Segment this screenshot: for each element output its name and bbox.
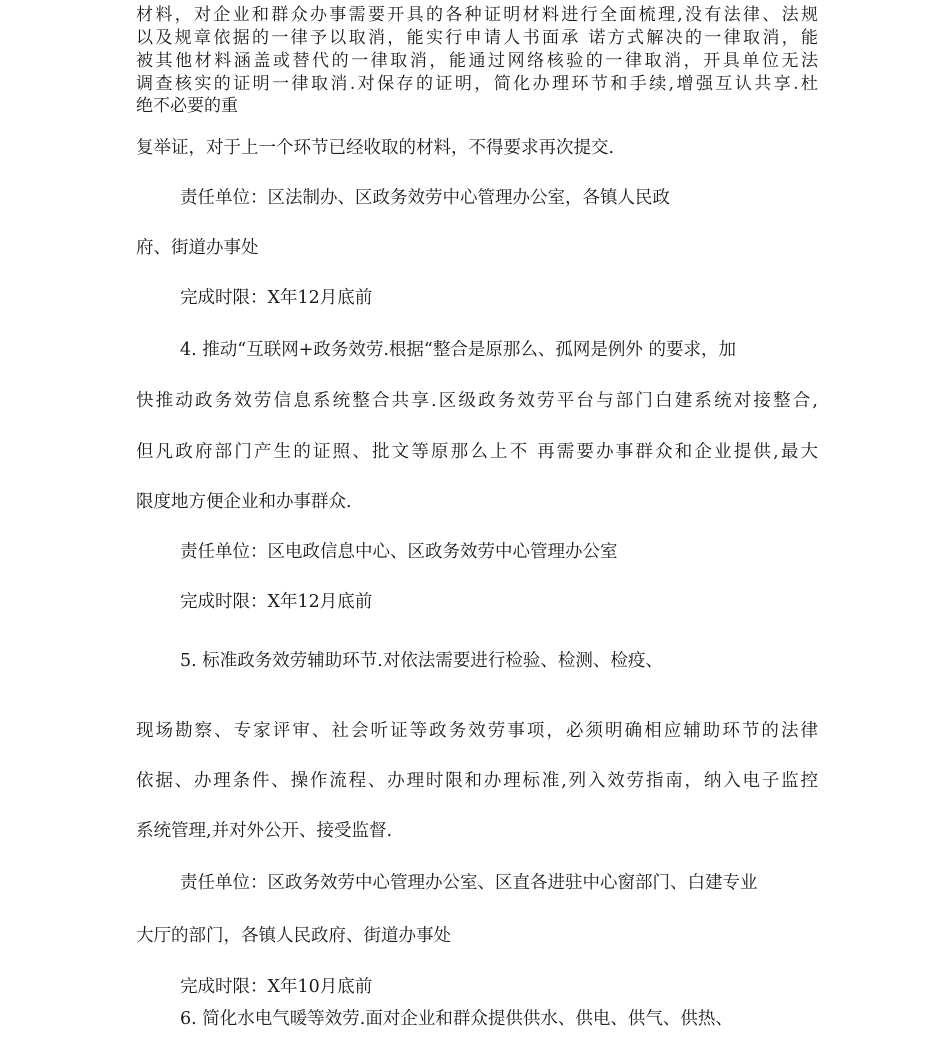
deadline: 完成时限：X年10月底前 (180, 977, 373, 997)
paragraph-line: 府、街道办事处 (136, 238, 259, 258)
responsible-unit: 责任单位：区法制办、区政务效劳中心管理办公室，各镇人民政 (180, 188, 670, 208)
deadline: 完成时限：X年12月底前 (180, 592, 373, 612)
paragraph-line: 材料，对企业和群众办事需要开具的各种证明材料进行全面梳理,没有法律、法规 (136, 5, 818, 25)
section-heading: 5. 标准政务效劳辅助环节.对依法需要进行检验、检测、检疫、 (180, 651, 663, 671)
responsible-unit: 责任单位：区政务效劳中心管理办公室、区直各进驻中心窗部门、白建专业 (180, 873, 758, 893)
deadline: 完成时限：X年12月底前 (180, 288, 373, 308)
paragraph-line: 依据、办理条件、操作流程、办理时限和办理标准,列入效劳指南，纳入电子监控 (136, 771, 818, 791)
paragraph-line: 绝不必要的重 (136, 96, 238, 116)
paragraph-line: 被其他材料涵盖或替代的一律取消，能通过网络核验的一律取消，开具单位无法 (136, 51, 818, 71)
paragraph-line: 以及规章依据的一律予以取消，能实行申请人书面承 诺方式解决的一律取消，能 (136, 28, 818, 48)
paragraph-line: 调查核实的证明一律取消.对保存的证明，简化办理环节和手续,增强互认共享.杜 (136, 74, 818, 94)
section-heading: 6. 简化水电气暖等效劳.面对企业和群众提供供水、供电、供气、供热、 (180, 1009, 733, 1029)
paragraph-line: 复举证，对于上一个环节已经收取的材料，不得要求再次提交. (136, 138, 615, 158)
paragraph-line: 现场勘察、专家评审、社会听证等政务效劳事项，必须明确相应辅助环节的法律 (136, 721, 818, 741)
paragraph-line: 大厅的部门，各镇人民政府、街道办事处 (136, 926, 451, 946)
paragraph-line: 限度地方便企业和办事群众. (136, 492, 352, 512)
paragraph-line: 但凡政府部门产生的证照、批文等原那么上不 再需要办事群众和企业提供,最大 (136, 442, 818, 462)
paragraph-line: 系统管理,并对外公开、接受监督. (136, 821, 393, 841)
paragraph-line: 快推动政务效劳信息系统整合共享.区级政务效劳平台与部门白建系统对接整合, (136, 391, 818, 411)
responsible-unit: 责任单位：区电政信息中心、区政务效劳中心管理办公室 (180, 542, 618, 562)
section-heading: 4. 推动“互联网+政务效劳.根据“整合是原那么、孤网是例外 的要求，加 (180, 340, 736, 360)
